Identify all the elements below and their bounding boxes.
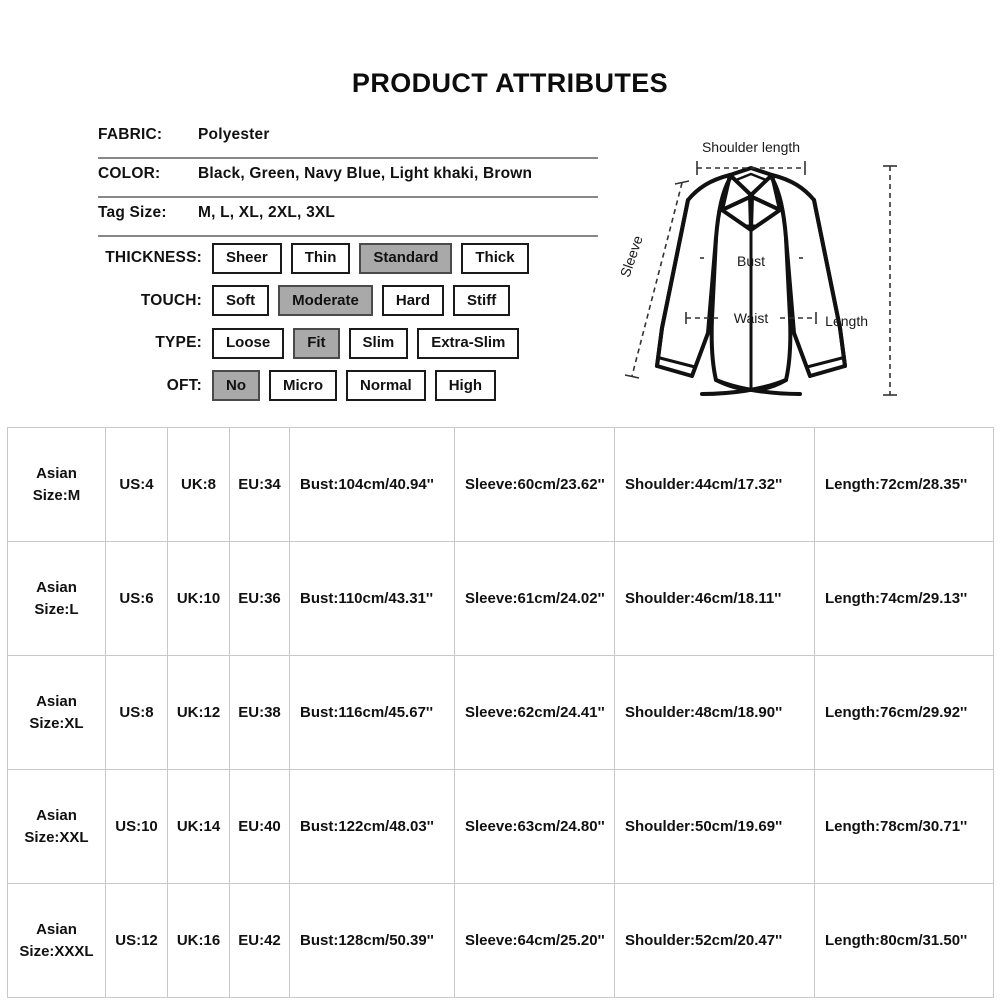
attribute-value-color: Black, Green, Navy Blue, Light khaki, Brown <box>198 165 533 182</box>
cell-us-size: US:12 <box>106 884 168 998</box>
cell-shoulder: Shoulder:48cm/18.90'' <box>615 656 815 770</box>
cell-us-size: US:8 <box>106 656 168 770</box>
attribute-label-color: COLOR: <box>98 165 161 182</box>
attribute-row-tag-size <box>98 198 598 237</box>
option-group-oft <box>212 370 496 401</box>
diagram-label-waist: Waist <box>733 310 769 326</box>
cell-uk-size: UK:10 <box>168 542 230 656</box>
option-thickness-thin[interactable]: Thin <box>291 243 351 274</box>
cell-shoulder: Shoulder:50cm/19.69'' <box>615 770 815 884</box>
table-row <box>8 542 994 656</box>
diagram-label-bust: Bust <box>736 253 766 269</box>
table-row <box>8 884 994 998</box>
cell-uk-size: UK:16 <box>168 884 230 998</box>
cell-sleeve: Sleeve:60cm/23.62'' <box>455 428 615 542</box>
size-chart-table <box>7 427 994 998</box>
option-touch-hard[interactable]: Hard <box>382 285 444 316</box>
attribute-row-touch <box>98 280 598 323</box>
option-thickness-sheer[interactable]: Sheer <box>212 243 282 274</box>
cell-uk-size: UK:14 <box>168 770 230 884</box>
attribute-label-type: TYPE: <box>155 334 202 352</box>
cell-length: Length:80cm/31.50'' <box>815 884 994 998</box>
attribute-row-color <box>98 159 598 198</box>
cell-sleeve: Sleeve:61cm/24.02'' <box>455 542 615 656</box>
cell-asian-size: Asian Size:M <box>8 428 106 542</box>
option-touch-moderate[interactable]: Moderate <box>278 285 373 316</box>
option-oft-normal[interactable]: Normal <box>346 370 426 401</box>
cell-bust: Bust:104cm/40.94'' <box>290 428 455 542</box>
attribute-value-fabric: Polyester <box>198 126 270 143</box>
option-oft-high[interactable]: High <box>435 370 496 401</box>
cell-eu-size: EU:38 <box>230 656 290 770</box>
cell-shoulder: Shoulder:44cm/17.32'' <box>615 428 815 542</box>
cell-eu-size: EU:42 <box>230 884 290 998</box>
table-row <box>8 770 994 884</box>
option-group-thickness <box>212 243 529 274</box>
option-type-fit[interactable]: Fit <box>293 328 339 359</box>
option-oft-no[interactable]: No <box>212 370 260 401</box>
option-type-loose[interactable]: Loose <box>212 328 284 359</box>
option-type-extra-slim[interactable]: Extra-Slim <box>417 328 519 359</box>
diagram-label-sleeve: Sleeve <box>616 233 646 280</box>
table-row <box>8 428 994 542</box>
cell-uk-size: UK:12 <box>168 656 230 770</box>
attribute-label-thickness: THICKNESS: <box>105 249 202 267</box>
attribute-label-fabric: FABRIC: <box>98 126 163 143</box>
cell-bust: Bust:128cm/50.39'' <box>290 884 455 998</box>
diagram-label-shoulder-length: Shoulder length <box>701 139 801 155</box>
attribute-label-touch: TOUCH: <box>140 291 202 309</box>
attribute-row-thickness <box>98 237 598 280</box>
cell-shoulder: Shoulder:52cm/20.47'' <box>615 884 815 998</box>
page-title: PRODUCT ATTRIBUTES <box>351 68 669 98</box>
cell-bust: Bust:116cm/45.67'' <box>290 656 455 770</box>
cell-length: Length:78cm/30.71'' <box>815 770 994 884</box>
cell-sleeve: Sleeve:63cm/24.80'' <box>455 770 615 884</box>
cell-eu-size: EU:34 <box>230 428 290 542</box>
cell-asian-size: Asian Size:XXL <box>8 770 106 884</box>
attribute-value-tag-size: M, L, XL, 2XL, 3XL <box>198 204 336 221</box>
option-type-slim[interactable]: Slim <box>349 328 409 359</box>
attribute-label-oft: OFT: <box>166 376 202 394</box>
cell-eu-size: EU:40 <box>230 770 290 884</box>
cell-us-size: US:4 <box>106 428 168 542</box>
table-row <box>8 656 994 770</box>
option-touch-soft[interactable]: Soft <box>212 285 269 316</box>
jacket-measurement-diagram <box>600 118 1000 413</box>
option-oft-micro[interactable]: Micro <box>269 370 337 401</box>
cell-bust: Bust:110cm/43.31'' <box>290 542 455 656</box>
cell-asian-size: Asian Size:XL <box>8 656 106 770</box>
attribute-row-fabric <box>98 120 598 159</box>
cell-length: Length:72cm/28.35'' <box>815 428 994 542</box>
cell-sleeve: Sleeve:64cm/25.20'' <box>455 884 615 998</box>
cell-length: Length:76cm/29.92'' <box>815 656 994 770</box>
attribute-label-tag-size: Tag Size: <box>98 204 167 221</box>
cell-us-size: US:6 <box>106 542 168 656</box>
option-thickness-standard[interactable]: Standard <box>359 243 452 274</box>
attribute-row-type <box>98 322 598 365</box>
cell-length: Length:74cm/29.13'' <box>815 542 994 656</box>
option-touch-stiff[interactable]: Stiff <box>453 285 510 316</box>
option-thickness-thick[interactable]: Thick <box>461 243 528 274</box>
cell-shoulder: Shoulder:46cm/18.11'' <box>615 542 815 656</box>
option-group-touch <box>212 285 510 316</box>
cell-asian-size: Asian Size:XXXL <box>8 884 106 998</box>
cell-asian-size: Asian Size:L <box>8 542 106 656</box>
option-group-type <box>212 328 519 359</box>
product-attributes-panel <box>98 120 598 407</box>
attribute-row-oft <box>98 365 598 408</box>
cell-bust: Bust:122cm/48.03'' <box>290 770 455 884</box>
cell-sleeve: Sleeve:62cm/24.41'' <box>455 656 615 770</box>
cell-us-size: US:10 <box>106 770 168 884</box>
cell-uk-size: UK:8 <box>168 428 230 542</box>
cell-eu-size: EU:36 <box>230 542 290 656</box>
diagram-label-length: Length <box>825 313 868 329</box>
